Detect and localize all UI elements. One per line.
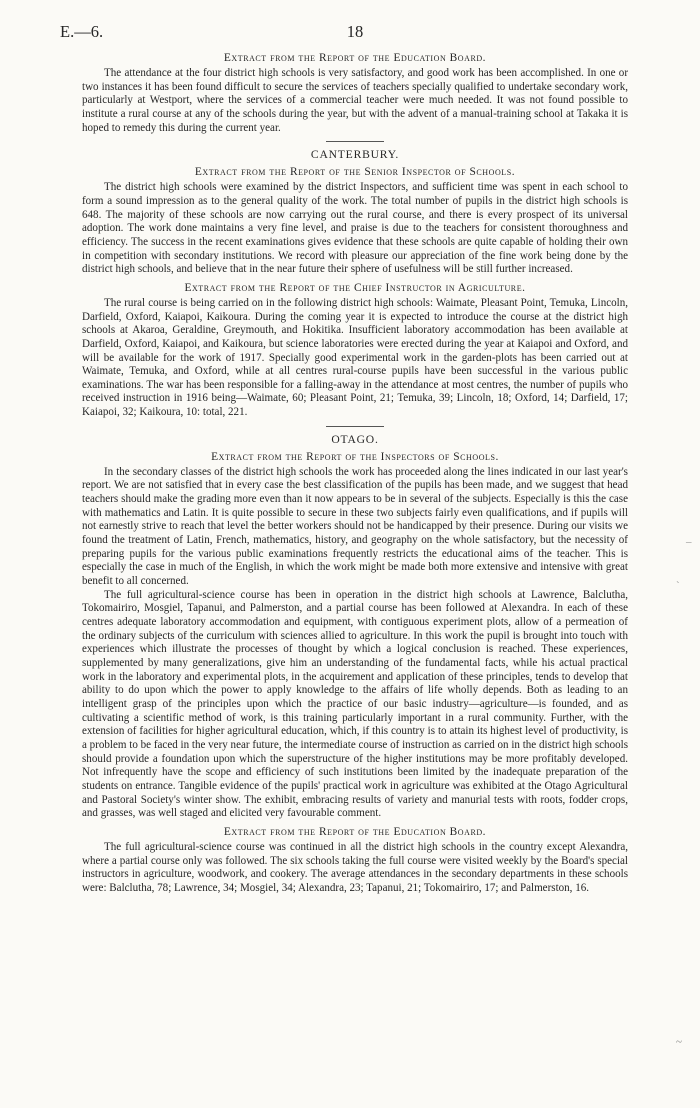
paragraph-chief-instructor: The rural course is being carried on in the following district high schools: Waimate, Pleasant Point, Temuka, Lincoln, Darfield, Oxford, Kaiapoi, Kaikoura. During the coming year it is expected to introduce the course at the district high schools at Akaroa, Geraldine, Greymouth, and Hokitika. Insufficient laboratory accommodation has been available at Darfield, Oxford, Kaiapoi, and Kaikoura, but science laboratories were erected during the year at Kaiapoi and Oxford, and will be available for the work of 1917. Specially good experimental work in the garden-plots has been carried out at Waimate, Temuka, and Oxford, while at all centres rural-course pupils have been successful in the various public examinations. The war has been responsible for a falling-away in the attendance at most centres, the number of pupils who received instruction in 1916 being—Waimate, 60; Pleasant Point, 21; Temuka, 39; Lincoln, 18; Oxford, 14; Darfield, 17; Kaiapoi, 32; Kaikoura, 10: total, 221. bbox=[82, 296, 628, 419]
margin-mark: ~ bbox=[676, 1036, 682, 1048]
region-heading-canterbury: CANTERBURY. bbox=[310, 148, 400, 162]
section-heading-education-board: Extract from the Report of the Education Board. bbox=[223, 52, 487, 64]
page-number: 18 bbox=[346, 22, 364, 41]
section-divider bbox=[326, 141, 384, 142]
margin-mark: – bbox=[686, 536, 692, 548]
paragraph-education-board: The attendance at the four district high schools is very satisfactory, and good work has been accomplished. In one or two instances it has been found difficult to secure the services of teachers specially qualified to undertake secondary work, particularly at Westport, where the services of a commercial teacher were much needed. It was not found possible to institute a rural course at any of the schools during the year, but with the advent of a manual-training school at Takaka it is hoped to remedy this during the current year. bbox=[82, 67, 628, 134]
section-heading-chief-instructor: Extract from the Report of the Chief Instructor in Agriculture. bbox=[184, 281, 526, 294]
paragraph-education-board-otago: The full agricultural-science course was continued in all the district high schools in the country except Alexandra, where a partial course only was followed. The six schools taking the full course were visited weekly by the Board's special instructors in agriculture, woodwork, and cookery. The average attendances in the secondary departments in these schools were: Balclutha, 78; Lawrence, 34; Mosgiel, 34; Alexandra, 23; Tapanui, 21; Tokomairiro, 17; and Palmerston, 16. bbox=[82, 840, 628, 894]
paragraph-senior-inspector: The district high schools were examined by the district Inspectors, and sufficient time was spent in each school to form a sound impression as to the general quality of the work. The total number of pupils in the district high schools is 648. The majority of these schools are now carrying out the rural course, and there is every prospect of its universal adoption. The work done maintains a very fine level, and praise is due to the teachers for consistent thoroughness and efficiency. The success in the recent examinations gives evidence that these schools are quite capable of holding their own in competition with secondary institutions. We record with pleasure our appreciation of the fine work being done by the district high schools, and believe that in the near future their sphere of usefulness will be still further increased. bbox=[82, 181, 628, 276]
document-page bbox=[60, 22, 628, 895]
paragraph-inspectors-agriculture: The full agricultural-science course has been in operation in the district high schools at Lawrence, Balclutha, Tokomairiro, Mosgiel, Tapanui, and Palmerston, and a partial course has been followed at Alexandra. In each of these centres adequate laboratory accommodation and equipment, with contiguous experiment plots, allow of a permeation of the ordinary subjects of the curriculum with sciences allied to agriculture. In this work the pupil is brought into touch with experiences which illustrate the processes of thought by which a logical conclusion is reached. These experiences, supplemented by many generalizations, give him an understanding of the fundamental facts, while his actual practical work in the laboratory and experimental plots, in the acquirement and application of these principles, tends to develop that ability to do upon which the power to apply knowledge to the affairs of life wholly depends. Both as leading to an intelligent grasp of the principles upon which the practice of our basic industry—agriculture—is founded, and as cultivating a scientific method of work, is this training particularly important in a rural community. Further, with the extension of facilities for higher agricultural education, which, if this country is to attain its highest level of productivity, is a problem to be faced in the very near future, the intermediate course of instruction as carried on in the district high schools should provide a foundation upon which the superstructure of the higher institutions may be more profitably developed. Not infrequently have the scope and efficiency of such institutions been limited by the inadequate preparation of the students on entrance. Tangible evidence of the pupils' practical work in agriculture was exhibited at the Otago Agricultural and Pastoral Society's winter show. The exhibit, embracing results of variety and manurial tests with roots, fodder crops, and grasses, was well staged and elicited very favourable comment. bbox=[82, 588, 628, 820]
section-heading-inspectors: Extract from the Report of the Inspectors of Schools. bbox=[211, 450, 499, 463]
section-heading-senior-inspector: Extract from the Report of the Senior Inspector of Schools. bbox=[194, 166, 516, 179]
section-divider bbox=[326, 426, 384, 427]
report-reference: E.—6. bbox=[60, 22, 104, 41]
paragraph-inspectors-classes: In the secondary classes of the district high schools the work has proceeded along the lines indicated in our last year's report. We are not satisfied that in every case the best classification of the pupils has been made, and we suggest that head teachers should make the grading more even than it now appears to be in several of the subjects. Especially is this the case with mathematics and Latin. It is quite possible to secure in these two subjects fairly even qualifications, and if pupils will not earnestly strive to reach that level the better workers should not be handicapped by their presence. During our visits we found the treatment of Latin, French, mathematics, history, and geography on the whole satisfactory, but the necessity of preparing pupils for the various public examinations frequently restricts the educational aims of the teacher. This is especially the case in much of the English, in which the work might be made both more extensive and intensive with great benefit to all concerned. bbox=[82, 465, 628, 588]
page-header bbox=[60, 22, 628, 50]
margin-mark: ` bbox=[676, 580, 680, 592]
region-heading-otago: OTAGO. bbox=[331, 432, 379, 446]
section-heading-education-board-otago: Extract from the Report of the Education Board. bbox=[223, 825, 487, 838]
